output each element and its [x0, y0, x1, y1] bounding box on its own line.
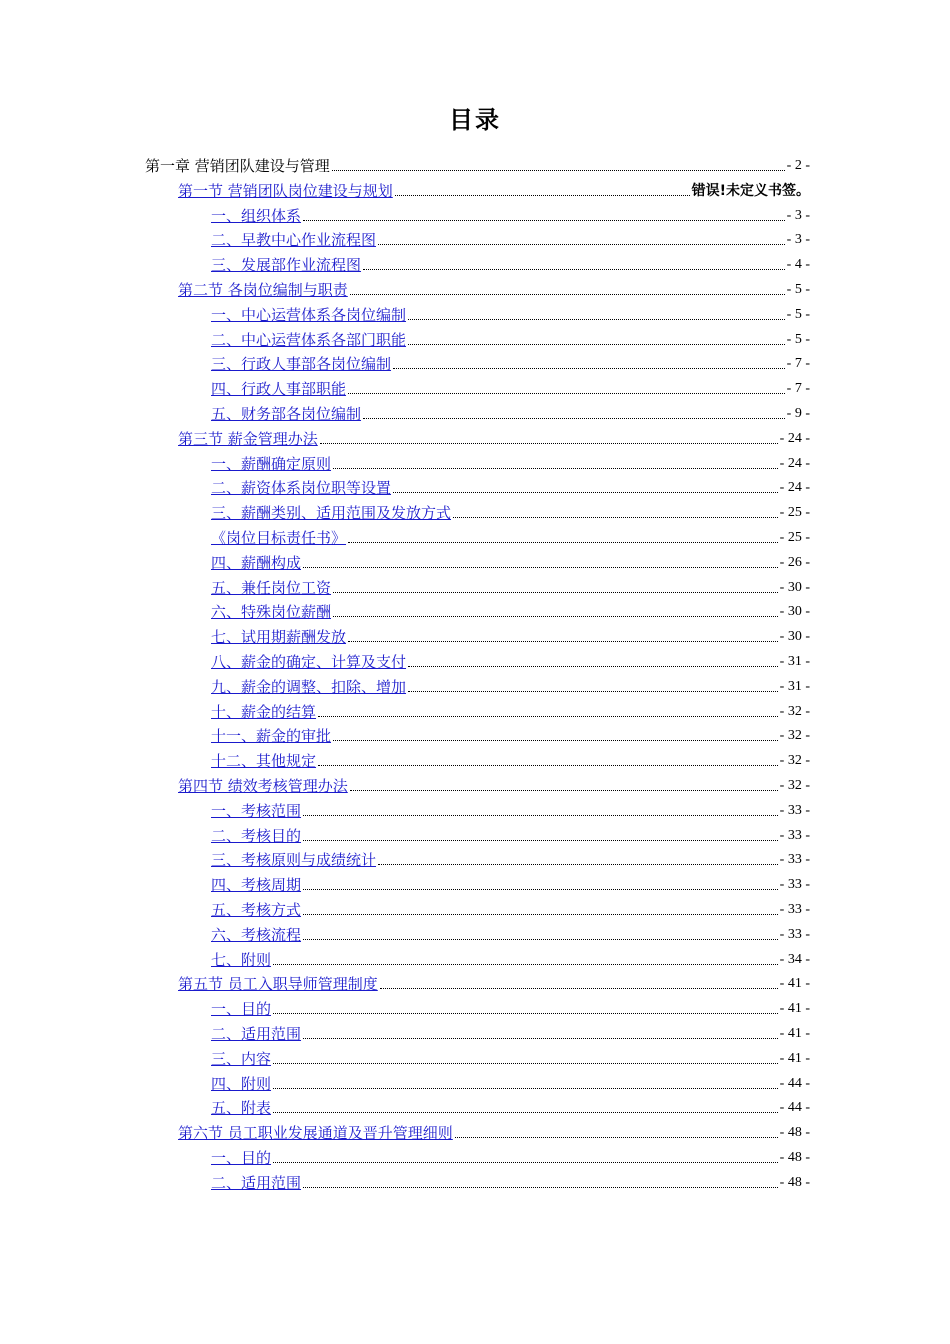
- toc-entry[interactable]: [211, 796, 810, 820]
- toc-dot-leader: [303, 1037, 778, 1039]
- toc-entry-page: - 41 -: [779, 976, 810, 991]
- toc-entry[interactable]: [211, 920, 810, 944]
- toc-entry[interactable]: [211, 449, 810, 473]
- toc-entry[interactable]: [211, 597, 810, 621]
- toc-dot-leader: [303, 888, 778, 890]
- toc-entry[interactable]: [211, 1168, 810, 1192]
- toc-dot-leader: [303, 219, 785, 221]
- toc-entry[interactable]: [211, 721, 810, 745]
- toc-entry-label[interactable]: 七、试用期薪酬发放: [211, 628, 347, 646]
- toc-dot-leader: [318, 715, 778, 717]
- toc-entry[interactable]: [211, 895, 810, 919]
- toc-entry-page: - 34 -: [779, 952, 810, 967]
- toc-dot-leader: [350, 789, 778, 791]
- toc-entry[interactable]: [211, 647, 810, 671]
- toc-dot-leader: [318, 764, 778, 766]
- toc-entry[interactable]: [211, 523, 810, 547]
- toc-entry[interactable]: [211, 300, 810, 324]
- toc-entry-label[interactable]: 一、考核范围: [211, 802, 302, 820]
- toc-dot-leader: [333, 739, 778, 741]
- toc-entry-label[interactable]: 四、附则: [211, 1075, 272, 1093]
- toc-entry-label[interactable]: 第一节 营销团队岗位建设与规划: [178, 182, 393, 200]
- toc-entry[interactable]: [211, 622, 810, 646]
- toc-dot-leader: [363, 268, 785, 270]
- toc-entry[interactable]: [211, 672, 810, 696]
- toc-entry[interactable]: [211, 945, 810, 969]
- toc-entry[interactable]: [211, 573, 810, 597]
- toc-entry-label[interactable]: 二、适用范围: [211, 1025, 302, 1043]
- toc-entry[interactable]: [211, 250, 810, 274]
- toc-entry[interactable]: [211, 746, 810, 770]
- toc-dot-leader: [332, 169, 785, 171]
- toc-entry-label[interactable]: 十二、其他规定: [211, 752, 317, 770]
- toc-entry-page: - 33 -: [779, 902, 810, 917]
- toc-entry[interactable]: [211, 374, 810, 398]
- toc-entry[interactable]: [178, 176, 810, 200]
- toc-entry-label[interactable]: 三、考核原则与成绩统计: [211, 851, 377, 869]
- toc-entry-page: - 30 -: [779, 580, 810, 595]
- toc-entry-page: - 32 -: [779, 728, 810, 743]
- toc-entry[interactable]: [211, 845, 810, 869]
- toc-dot-leader: [273, 1062, 778, 1064]
- toc-entry-page: - 33 -: [779, 828, 810, 843]
- toc-entry-page: - 2 -: [786, 158, 810, 173]
- toc-entry: [145, 151, 810, 175]
- toc-dot-leader: [273, 1161, 778, 1163]
- toc-entry-page: - 30 -: [779, 629, 810, 644]
- toc-entry-page: - 31 -: [779, 654, 810, 669]
- toc-entry-label[interactable]: 三、行政人事部各岗位编制: [211, 355, 392, 373]
- toc-entry[interactable]: [211, 325, 810, 349]
- toc-entry[interactable]: [211, 201, 810, 225]
- toc-dot-leader: [320, 442, 778, 444]
- toc-dot-leader: [408, 318, 785, 320]
- toc-dot-leader: [348, 541, 778, 543]
- toc-entry-label[interactable]: 六、特殊岗位薪酬: [211, 603, 332, 621]
- toc-entry-page: - 33 -: [779, 803, 810, 818]
- toc-entry-label[interactable]: 一、组织体系: [211, 207, 302, 225]
- toc-entry-label[interactable]: 二、薪资体系岗位职等设置: [211, 479, 392, 497]
- toc-entry-label[interactable]: 九、薪金的调整、扣除、增加: [211, 678, 407, 696]
- toc-dot-leader: [408, 665, 778, 667]
- toc-entry-page: - 41 -: [779, 1026, 810, 1041]
- toc-dot-leader: [348, 392, 785, 394]
- toc-entry[interactable]: [178, 275, 810, 299]
- toc-entry[interactable]: [178, 424, 810, 448]
- toc-entry-page: - 48 -: [779, 1175, 810, 1190]
- toc-dot-leader: [380, 987, 778, 989]
- toc-entry-label[interactable]: 五、附表: [211, 1099, 272, 1117]
- toc-dot-leader: [408, 690, 778, 692]
- toc-dot-leader: [395, 194, 690, 196]
- toc-entry[interactable]: [211, 994, 810, 1018]
- toc-entry[interactable]: [211, 1143, 810, 1167]
- toc-dot-leader: [408, 343, 785, 345]
- toc-entry-label[interactable]: 第五节 员工入职导师管理制度: [178, 975, 378, 993]
- toc-entry-label[interactable]: 二、早教中心作业流程图: [211, 231, 377, 249]
- toc-entry-page: - 4 -: [786, 257, 810, 272]
- toc-entry-page: - 25 -: [779, 505, 810, 520]
- toc-entry[interactable]: [178, 1118, 810, 1142]
- toc-entry-label[interactable]: 四、行政人事部职能: [211, 380, 347, 398]
- toc-entry[interactable]: [211, 1069, 810, 1093]
- toc-entry-label[interactable]: 二、考核目的: [211, 827, 302, 845]
- toc-dot-leader: [333, 615, 778, 617]
- toc-entry-label[interactable]: 十一、薪金的审批: [211, 727, 332, 745]
- toc-entry-label[interactable]: 七、附则: [211, 951, 272, 969]
- toc-entry-label[interactable]: 一、薪酬确定原则: [211, 455, 332, 473]
- toc-entry-label[interactable]: 一、目的: [211, 1149, 272, 1167]
- toc-dot-leader: [303, 814, 778, 816]
- toc-dot-leader: [455, 1136, 778, 1138]
- toc-entry-page: - 44 -: [779, 1100, 810, 1115]
- toc-entry-page: - 3 -: [786, 232, 810, 247]
- toc-entry[interactable]: [211, 821, 810, 845]
- toc-dot-leader: [348, 640, 778, 642]
- toc-entry-page: - 5 -: [786, 332, 810, 347]
- toc-entry-page: - 41 -: [779, 1051, 810, 1066]
- toc-entry-page: - 33 -: [779, 852, 810, 867]
- toc-entry[interactable]: [211, 225, 810, 249]
- toc-entry-label[interactable]: 第二节 各岗位编制与职责: [178, 281, 348, 299]
- toc-dot-leader: [273, 963, 778, 965]
- toc-entry-label[interactable]: 一、中心运营体系各岗位编制: [211, 306, 407, 324]
- toc-entry-label[interactable]: 第四节 绩效考核管理办法: [178, 777, 348, 795]
- toc-entry-label[interactable]: 三、内容: [211, 1050, 272, 1068]
- toc-entry[interactable]: [211, 1093, 810, 1117]
- toc-entry-page: - 32 -: [779, 778, 810, 793]
- toc-entry-page: - 32 -: [779, 753, 810, 768]
- toc-dot-leader: [303, 839, 778, 841]
- toc-entry-label[interactable]: 三、薪酬类别、适用范围及发放方式: [211, 504, 452, 522]
- toc-dot-leader: [333, 467, 778, 469]
- toc-entry-page: - 9 -: [786, 406, 810, 421]
- toc-entry-label[interactable]: 八、薪金的确定、计算及支付: [211, 653, 407, 671]
- toc-entry-label[interactable]: 二、适用范围: [211, 1174, 302, 1192]
- toc-entry-page: - 5 -: [786, 307, 810, 322]
- page-title: 目录: [449, 106, 501, 134]
- toc-entry-page: - 3 -: [786, 208, 810, 223]
- toc-dot-leader: [273, 1111, 778, 1113]
- toc-entry-page: - 7 -: [786, 381, 810, 396]
- toc-dot-leader: [378, 863, 778, 865]
- toc-entry-label[interactable]: 十、薪金的结算: [211, 703, 317, 721]
- toc-entry-page: - 25 -: [779, 530, 810, 545]
- toc-entry-page: - 30 -: [779, 604, 810, 619]
- toc-entry-label[interactable]: 第三节 薪金管理办法: [178, 430, 318, 448]
- toc-dot-leader: [363, 417, 785, 419]
- toc-entry[interactable]: [178, 969, 810, 993]
- toc-entry[interactable]: [211, 399, 810, 423]
- toc-entry-page: - 32 -: [779, 704, 810, 719]
- toc-entry-label[interactable]: 二、中心运营体系各部门职能: [211, 331, 407, 349]
- toc-entry-label[interactable]: 六、考核流程: [211, 926, 302, 944]
- toc-dot-leader: [393, 491, 778, 493]
- toc-entry-label[interactable]: 四、薪酬构成: [211, 554, 302, 572]
- toc-dot-leader: [350, 293, 785, 295]
- toc-entry-label: 第一章 营销团队建设与管理: [145, 157, 330, 175]
- toc-entry-page: - 24 -: [779, 431, 810, 446]
- toc-entry-page: - 5 -: [786, 282, 810, 297]
- toc-dot-leader: [303, 1186, 778, 1188]
- toc-dot-leader: [303, 566, 778, 568]
- toc-entry[interactable]: [178, 771, 810, 795]
- toc-entry[interactable]: [211, 697, 810, 721]
- toc-entry-page: - 48 -: [779, 1150, 810, 1165]
- toc-entry-label[interactable]: 《岗位目标责任书》: [211, 529, 347, 547]
- toc-entry-page: - 33 -: [779, 877, 810, 892]
- toc-dot-leader: [378, 243, 785, 245]
- toc-entry[interactable]: [211, 349, 810, 373]
- toc-dot-leader: [303, 938, 778, 940]
- toc-dot-leader: [273, 1012, 778, 1014]
- toc-entry-page: - 31 -: [779, 679, 810, 694]
- toc-entry-label[interactable]: 一、目的: [211, 1000, 272, 1018]
- toc-entry-label[interactable]: 三、发展部作业流程图: [211, 256, 362, 274]
- toc-entry[interactable]: [211, 1044, 810, 1068]
- toc-entry-label[interactable]: 四、考核周期: [211, 876, 302, 894]
- toc-entry[interactable]: [211, 473, 810, 497]
- toc-entry-label[interactable]: 第六节 员工职业发展通道及晋升管理细则: [178, 1124, 453, 1142]
- toc-dot-leader: [273, 1087, 778, 1089]
- toc-entry-page: - 24 -: [779, 480, 810, 495]
- toc-entry-label[interactable]: 五、财务部各岗位编制: [211, 405, 362, 423]
- toc-entry[interactable]: [211, 1019, 810, 1043]
- toc-dot-leader: [453, 516, 778, 518]
- toc-entry-page: - 41 -: [779, 1001, 810, 1016]
- toc-entry-page: - 7 -: [786, 356, 810, 371]
- toc-entry-page: - 26 -: [779, 555, 810, 570]
- toc-dot-leader: [393, 367, 785, 369]
- toc-entry[interactable]: [211, 548, 810, 572]
- toc-entry-label[interactable]: 五、兼任岗位工资: [211, 579, 332, 597]
- toc-entry-page: - 33 -: [779, 927, 810, 942]
- toc-entry-page: 错误!未定义书签。: [691, 183, 810, 199]
- toc-entry[interactable]: [211, 498, 810, 522]
- toc-entry-page: - 48 -: [779, 1125, 810, 1140]
- toc-entry[interactable]: [211, 870, 810, 894]
- toc-dot-leader: [333, 591, 778, 593]
- toc-entry-page: - 44 -: [779, 1076, 810, 1091]
- toc-entry-label[interactable]: 五、考核方式: [211, 901, 302, 919]
- toc-entry-page: - 24 -: [779, 456, 810, 471]
- toc-dot-leader: [303, 913, 778, 915]
